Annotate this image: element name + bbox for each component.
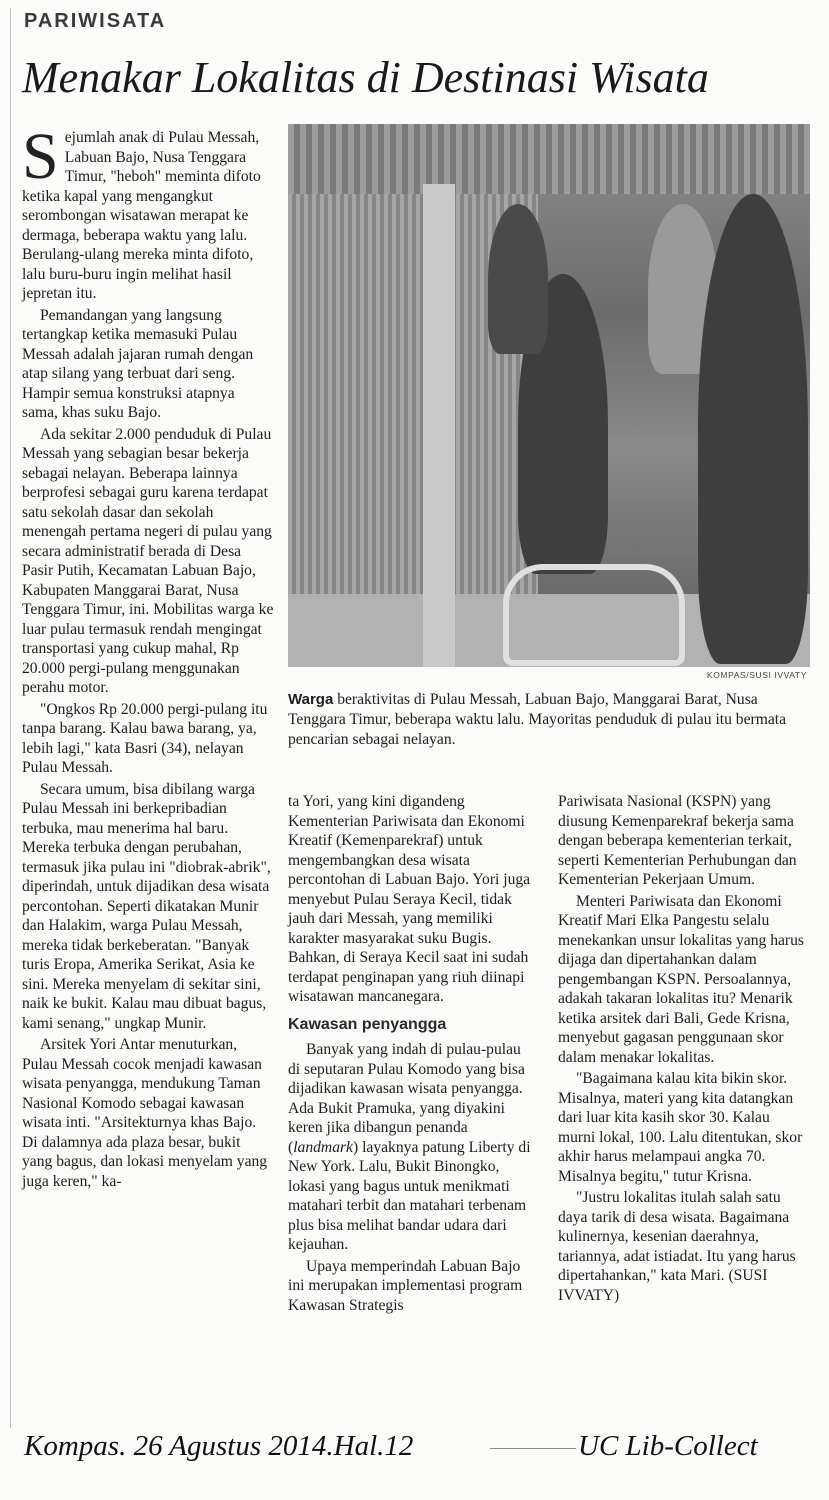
paragraph-7: ta Yori, yang kini digandeng Kementerian Pariwisata dan Ekonomi Kreatif (Kemenparekraf) untuk mengembangkan desa wisata percontohan di Labuan Bajo. Yori juga menyebut Pulau Seraya Kecil, tidak jauh dari Messah, yang memiliki karakter masyarakat suku Bugis. Bahkan, di Seraya Kecil saat ini sudah terdapat penginapan yang riuh diinapi wisatawan mancanegara. xyxy=(288,793,531,1005)
paragraph-1: Sejumlah anak di Pulau Messah, Labuan Bajo, Nusa Tenggara Timur, "heboh" meminta difoto ketika kapal yang mengangkut serombongan wisatawan merapat ke dermaga, beberapa waktu yang lalu. Berulang-ulang mereka minta difoto, lalu buru-buru ingin melihat hasil jepretan itu. xyxy=(22,120,261,302)
subheading: Kawasan penyangga xyxy=(288,1015,447,1033)
footer-rule xyxy=(490,1448,576,1449)
paragraph-4: "Ongkos Rp 20.000 pergi-pulang itu tanpa barang. Kalau bawa barang, ya, lebih lagi," kata Basri (34), nelayan Pulau Messah. xyxy=(22,700,268,776)
column-rule xyxy=(10,8,11,1428)
paragraph-10: Pariwisata Nasional (KSPN) yang diusung Kemenparekraf bekerja sama dengan beberapa kementerian terkait, seperti Kementerian Perhubungan dan Kementerian Pekerjaan Umum. xyxy=(558,793,797,888)
article-column-2 xyxy=(288,792,536,1317)
collection-label: UC Lib-Collect xyxy=(578,1430,758,1462)
article-column-1 xyxy=(22,120,274,1193)
article-column-3 xyxy=(558,792,810,1307)
paragraph-5: Secara umum, bisa dibilang warga Pulau Messah ini berkepribadian terbuka, mau menerima hal baru. Mereka terbuka dengan perubahan, termasuk jika pulau ini "diobrak-abrik", diperindah, untuk dijadikan desa wisata percontohan. Seperti dikatakan Munir dan Halakim, warga Pulau Messah, mereka tidak berkeberatan. "Banyak turis Eropa, Amerika Serikat, Asia ke sini. Mereka menyelam di sekitar sini, naik ke bukit. Kalau mau dibuat bagus, kami senang," ungkap Munir. xyxy=(22,780,271,1032)
paragraph-13: "Justru lokalitas itulah salah satu daya tarik di desa wisata. Bagaimana kulinernya, kesenian daerahnya, tariannya, adat istiadat. Itu yang harus dipertahankan," kata Mari. (SUSI IVVATY) xyxy=(558,1189,796,1304)
paragraph-8: Banyak yang indah di pulau-pulau di seputaran Pulau Komodo yang bisa dijadikan kawasan wisata penyangga. Ada Bukit Pramuka, yang diyakini keren jika dibangun penanda (landmark) layaknya patung Liberty di New York. Lalu, Bukit Binongko, lokasi yang bagus untuk menikmati matahari terbit dan matahari terbenam plus bisa melihat bandar udara dari kejauhan. xyxy=(288,1041,531,1253)
paragraph-11: Menteri Pariwisata dan Ekonomi Kreatif Mari Elka Pangestu selalu menekankan unsur lokalitas yang harus dijaga dan dipertahankan dalam pengembangan KSPN. Persoalannya, adakah takaran lokalitas itu? Menarik ketika arsitek dari Bali, Gede Krisna, menyebut gagasan penggunaan skor dalam menakar lokalitas. xyxy=(558,892,804,1066)
caption-lead: Warga xyxy=(288,691,334,708)
section-rubric: PARIWISATA xyxy=(24,10,167,32)
article-photo xyxy=(288,124,810,667)
paragraph-2: Pemandangan yang langsung tertangkap ketika memasuki Pulau Messah adalah jajaran rumah dengan atap silang yang terbuat dari seng. Hampir semua konstruksi atapnya sama, khas suku Bajo. xyxy=(22,306,254,421)
paragraph-6: Arsitek Yori Antar menuturkan, Pulau Messah cocok menjadi kawasan wisata penyangga, mendukung Taman Nasional Komodo sebagai kawasan wisata inti. "Arsitekturnya khas Bajo. Di dalamnya ada plaza besar, bukit yang bagus, dan lokasi menyelam yang juga keren," ka- xyxy=(22,1036,268,1190)
drop-cap: S xyxy=(22,120,59,193)
source-citation: Kompas. 26 Agustus 2014.Hal.12 xyxy=(24,1430,414,1462)
paragraph-12: "Bagaimana kalau kita bikin skor. Misalnya, materi yang kita datangkan dari luar kita kasih skor 30. Kalau murni lokal, 100. Lalu ditentukan, skor akhir harus melampaui angka 70. Misalnya begitu," tutur Krisna. xyxy=(558,1070,803,1185)
article-headline: Menakar Lokalitas di Destinasi Wisata xyxy=(22,53,709,102)
photo-credit: KOMPAS/SUSI IVVATY xyxy=(706,670,807,680)
paragraph-9: Upaya memperindah Labuan Bajo ini merupakan implementasi program Kawasan Strategis xyxy=(288,1257,523,1314)
caption-text: beraktivitas di Pulau Messah, Labuan Bajo, Manggarai Barat, Nusa Tenggara Timur, beberapa waktu lalu. Mayoritas penduduk di pulau itu bermata pencarian sebagai nelayan. xyxy=(288,691,787,748)
paragraph-3: Ada sekitar 2.000 penduduk di Pulau Messah yang sebagian besar bekerja sebagai nelayan. Beberapa lainnya berprofesi sebagai guru karena terdapat satu sekolah dasar dan sekolah menengah pertama negeri di pulau yang secara administratif berada di Desa Pasir Putih, Kecamatan Labuan Bajo, Kabupaten Manggarai Barat, Nusa Tenggara Timur, ini. Mobilitas warga ke luar pulau termasuk rendah mengingat transportasi yang cukup mahal, Rp 20.000 pergi-pulang menggunakan perahu motor. xyxy=(22,425,274,696)
photo-caption xyxy=(288,690,808,750)
